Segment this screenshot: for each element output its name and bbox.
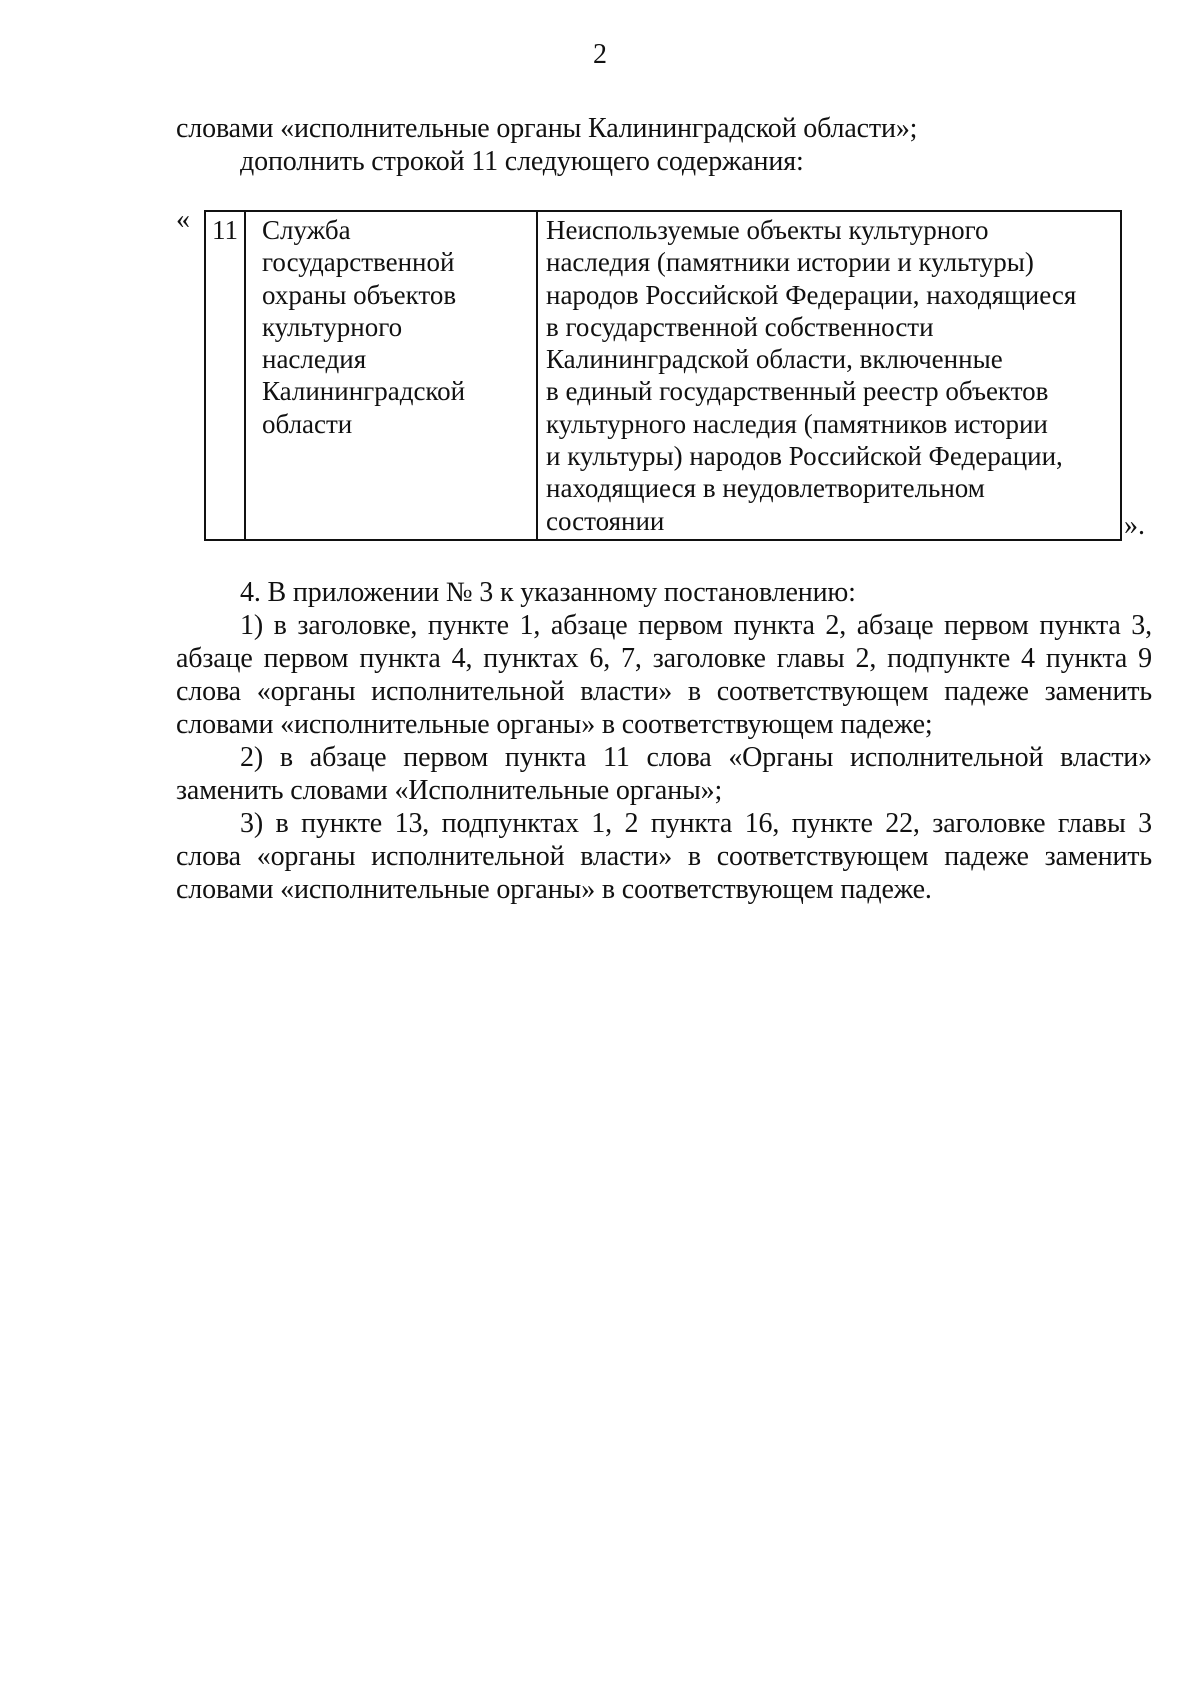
inserted-table (204, 210, 1122, 541)
item-1-line-1: 1) в заголовке, пункте 1, абзаце первом пункта 2, абзаце первом пункта 3, (240, 610, 1152, 641)
objects-line: находящиеся в неудовлетворительном (546, 473, 985, 504)
item-2-line-2: заменить словами «Исполнительные органы»; (176, 775, 723, 806)
objects-line: Неиспользуемые объекты культурного (546, 215, 989, 245)
section-4 (176, 576, 1152, 906)
item-3-line-3: словами «исполнительные органы» в соответствующем падеже. (176, 874, 932, 905)
inserted-row-block (176, 206, 1176, 546)
item-1-line-2: абзаце первом пункта 4, пунктах 6, 7, заголовке главы 2, подпункте 4 пункта 9 (176, 643, 1152, 674)
objects-line: состоянии (546, 505, 665, 536)
service-line: государственной (262, 247, 455, 278)
service-line: Служба (262, 215, 351, 245)
intro-line-2: дополнить строкой 11 следующего содержания: (240, 146, 804, 177)
item-1-line-4: словами «исполнительные органы» в соответствующем падеже; (176, 709, 933, 740)
item-3-line-2: слова «органы исполнительной власти» в соответствующем падеже заменить (176, 841, 1152, 872)
objects-line: народов Российской Федерации, находящиеся (546, 279, 1077, 310)
objects-line: в единый государственный реестр объектов (546, 376, 1049, 407)
service-line: области (262, 408, 353, 439)
intro-line-1: словами «исполнительные органы Калининградской области»; (176, 113, 918, 144)
service-line: Калининградской (262, 376, 466, 407)
intro-paragraph (176, 112, 1152, 178)
opening-quote: « (176, 204, 190, 235)
objects-line: Калининградской области, включенные (546, 344, 1003, 375)
objects-line: и культуры) народов Российской Федерации, (546, 441, 1063, 472)
service-line: охраны объектов (262, 279, 457, 310)
closing-quote: ». (1124, 510, 1145, 541)
section-4-heading: 4. В приложении № 3 к указанному постановлению: (240, 577, 856, 608)
page-number: 2 (593, 39, 607, 70)
service-line: наследия (262, 344, 367, 375)
item-2-line-1: 2) в абзаце первом пункта 11 слова «Органы исполнительной власти» (240, 742, 1152, 773)
service-name-cell (245, 211, 537, 540)
objects-description-cell (537, 211, 1121, 540)
objects-line: культурного наследия (памятников истории (546, 408, 1048, 439)
objects-line: наследия (памятники истории и культуры) (546, 247, 1034, 278)
item-1-line-3: слова «органы исполнительной власти» в соответствующем падеже заменить (176, 676, 1152, 707)
table-row (205, 211, 1121, 540)
service-line: культурного (262, 311, 403, 342)
objects-line: в государственной собственности (546, 311, 934, 342)
row-number-cell: 11 (205, 211, 245, 540)
item-3-line-1: 3) в пункте 13, подпунктах 1, 2 пункта 16, пункте 22, заголовке главы 3 (240, 808, 1152, 839)
